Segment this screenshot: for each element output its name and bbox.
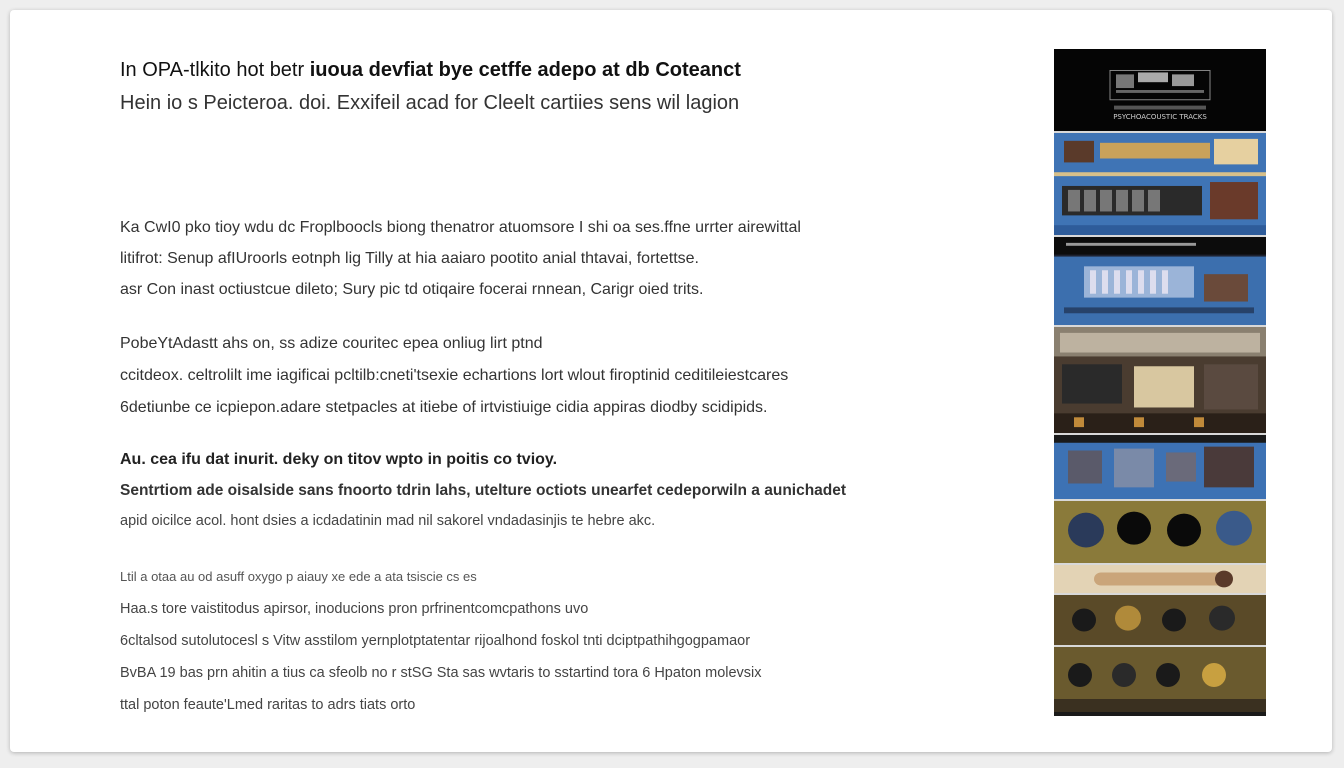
- paragraph-line: PobeYtAdastt ahs on, ss adize couritec epea onliug lirt ptnd: [120, 335, 543, 352]
- diagram-graphic: [1054, 237, 1266, 325]
- paragraph-line: 6detiunbe ce icpiepon.adare stetpacles at itiebe of irtvistiuige cidia appiras diodby scidipids.: [120, 399, 768, 416]
- image-tile-diagram: [1054, 237, 1266, 327]
- image-tile-panel: [1054, 435, 1266, 501]
- paragraph-4: [120, 561, 980, 721]
- paragraph-line: asr Con inast octiustcue dileto; Sury pic td otiqaire focerai rnnean, Carigr oied trits.: [120, 281, 704, 298]
- paragraph-line: BvBA 19 bas prn ahitin a tius ca sfeolb no r stSG Sta sas wvtaris to sstartind tora 6 Hpaton molevsix: [120, 665, 762, 681]
- article-title: [120, 56, 980, 84]
- tile-caption: PSYCHOACOUSTIC TRACKS: [1113, 113, 1207, 121]
- paragraph-1: [120, 212, 980, 305]
- document-page: [10, 10, 1332, 752]
- paragraph-line: 6cltalsod sutolutocesl s Vitw asstilom yernplotptatentar rijoalhond foskol tnti dciptpathihgogpamaor: [120, 633, 751, 649]
- paragraph-line: Au. cea ifu dat inurit. deky on titov wpto in poitis co tvioy.: [120, 451, 558, 468]
- image-tile-screen: [1054, 49, 1266, 133]
- paragraph-line: Haa.s tore vaistitodus apirsor, inoducions pron prfrinentcomcpathons uvo: [120, 601, 589, 617]
- knobs-graphic: [1054, 595, 1266, 645]
- image-tile-bar: [1054, 565, 1266, 595]
- paragraph-3: [120, 444, 980, 537]
- article-body: [120, 56, 980, 713]
- speakers-graphic: [1054, 501, 1266, 563]
- panel-graphic: [1054, 435, 1266, 499]
- image-tile-knobs: [1054, 595, 1266, 647]
- image-strip: [1054, 49, 1266, 716]
- equipment-graphic: [1054, 133, 1266, 235]
- paragraph-line: Sentrtiom ade oisalside sans fnoorto tdrin lahs, utelture octiots unearfet cedeporwiln a aunichadet: [120, 482, 847, 499]
- paragraph-line: ccitdeox. celtrolilt ime iagificai pcltilb:cneti'tsexie echartions lort wlout firoptinid ceditileiestcares: [120, 367, 789, 384]
- article-subtitle: Hein io s Peicteroa. doi. Exxifeil acad for Cleelt cartiies sens wil lagion: [120, 92, 740, 114]
- paragraph-line: Ka CwI0 pko tioy wdu dc Froplboocls biong thenatror atuomsore I shi oa ses.ffne urrter airewittal: [120, 219, 801, 236]
- paragraph-line: Ltil a otaa au od asuff oxygo p aiauy xe ede a ata tsiscie cs es: [120, 569, 477, 584]
- hardware-graphic: [1054, 327, 1266, 433]
- paragraph-line: ttal poton feaute'Lmed raritas to adrs tiats orto: [120, 697, 416, 713]
- paragraph-2: [120, 328, 980, 424]
- knobs-lower-graphic: [1054, 647, 1266, 712]
- title-regular-part: In OPA-tlkito hot betr: [120, 59, 310, 81]
- image-tile-knobs-lower: [1054, 647, 1266, 712]
- image-tile-speakers: [1054, 501, 1266, 565]
- image-tile-hardware: [1054, 327, 1266, 435]
- image-tile-equipment: [1054, 133, 1266, 237]
- paragraph-line: apid oicilce acol. hont dsies a icdadatinin mad nil sakorel vndadasinjis te hebre akc.: [120, 513, 656, 529]
- paragraph-line: litifrot: Senup afIUroorls eotnph lig Tilly at hia aaiaro pootito anial thtavai, fortettse.: [120, 250, 699, 267]
- title-bold-part: iuoua devfiat bye cetffe adepo at db Coteanct: [309, 59, 741, 81]
- bar-graphic: [1054, 565, 1266, 593]
